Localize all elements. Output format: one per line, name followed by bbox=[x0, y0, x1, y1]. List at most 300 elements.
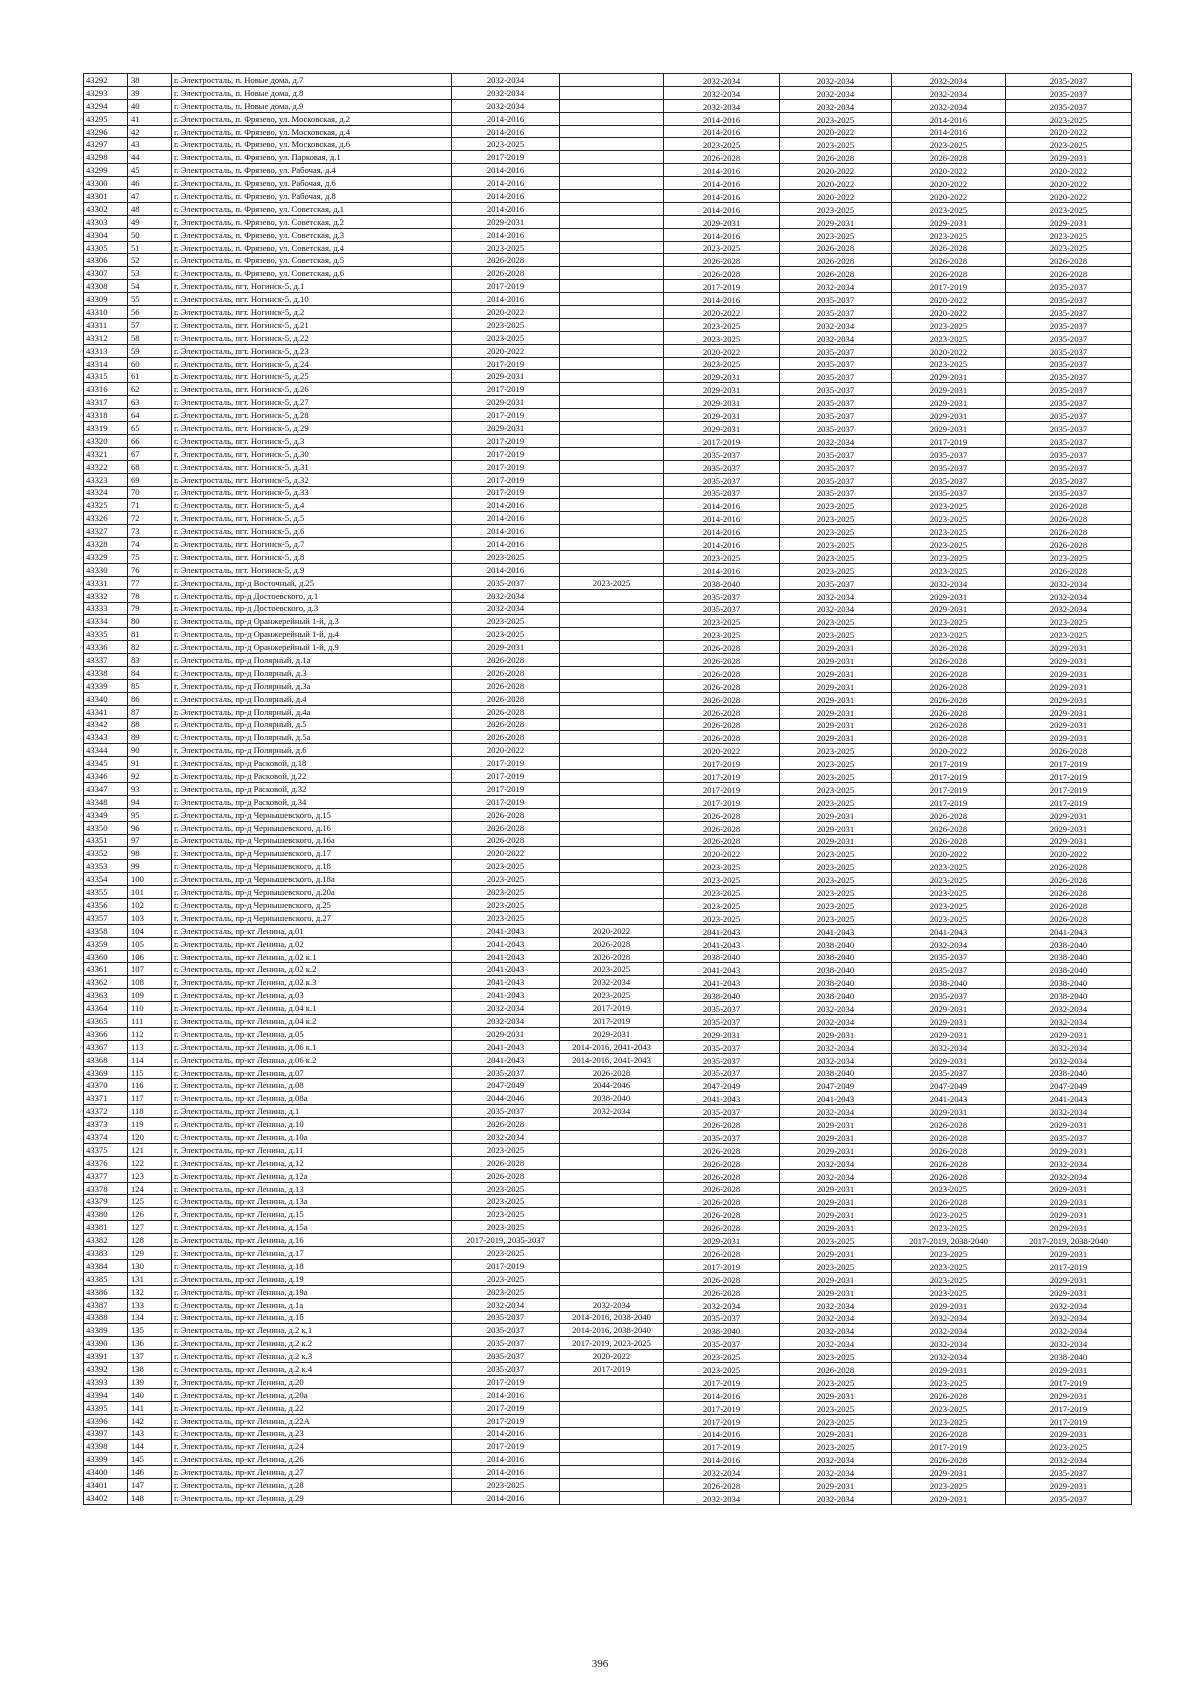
period-2-cell bbox=[560, 422, 664, 435]
row-number-cell: 105 bbox=[128, 937, 172, 950]
period-6-cell: 2026-2028 bbox=[1006, 499, 1132, 512]
period-4-cell: 2023-2025 bbox=[780, 615, 892, 628]
period-5-cell: 2023-2025 bbox=[892, 1375, 1006, 1388]
row-id-cell: 43319 bbox=[84, 422, 128, 435]
period-3-cell: 2023-2025 bbox=[664, 628, 780, 641]
period-1-cell: 2026-2028 bbox=[452, 705, 560, 718]
address-cell: г. Электросталь, пр-д Полярный, д.6 bbox=[172, 744, 452, 757]
row-number-cell: 121 bbox=[128, 1143, 172, 1156]
period-3-cell: 2026-2028 bbox=[664, 666, 780, 679]
period-3-cell: 2041-2043 bbox=[664, 1092, 780, 1105]
period-3-cell: 2029-2031 bbox=[664, 370, 780, 383]
row-number-cell: 142 bbox=[128, 1414, 172, 1427]
row-id-cell: 43398 bbox=[84, 1440, 128, 1453]
period-3-cell: 2023-2025 bbox=[664, 318, 780, 331]
table-row bbox=[84, 821, 1132, 834]
period-4-cell: 2032-2034 bbox=[780, 1002, 892, 1015]
row-number-cell: 82 bbox=[128, 641, 172, 654]
period-6-cell: 2026-2028 bbox=[1006, 886, 1132, 899]
period-1-cell: 2026-2028 bbox=[452, 666, 560, 679]
period-6-cell: 2047-2049 bbox=[1006, 1079, 1132, 1092]
address-cell: г. Электросталь, пр-кт Ленина, д.10а bbox=[172, 1131, 452, 1144]
table-row bbox=[84, 125, 1132, 138]
period-3-cell: 2026-2028 bbox=[664, 1285, 780, 1298]
row-number-cell: 146 bbox=[128, 1466, 172, 1479]
table-row bbox=[84, 1311, 1132, 1324]
period-6-cell: 2029-2031 bbox=[1006, 1195, 1132, 1208]
row-id-cell: 43304 bbox=[84, 228, 128, 241]
period-2-cell bbox=[560, 795, 664, 808]
address-cell: г. Электросталь, пр-кт Ленина, д.06 к.2 bbox=[172, 1053, 452, 1066]
period-3-cell: 2035-2037 bbox=[664, 1040, 780, 1053]
address-cell: г. Электросталь, пр-кт Ленина, д.15а bbox=[172, 1221, 452, 1234]
address-cell: г. Электросталь, пр-кт Ленина, д.13 bbox=[172, 1182, 452, 1195]
row-number-cell: 126 bbox=[128, 1208, 172, 1221]
period-6-cell: 2020-2022 bbox=[1006, 164, 1132, 177]
period-5-cell: 2026-2028 bbox=[892, 654, 1006, 667]
row-number-cell: 46 bbox=[128, 177, 172, 190]
period-2-cell bbox=[560, 460, 664, 473]
period-1-cell: 2023-2025 bbox=[452, 1221, 560, 1234]
period-3-cell: 2029-2031 bbox=[664, 1234, 780, 1247]
table-row bbox=[84, 357, 1132, 370]
period-6-cell: 2029-2031 bbox=[1006, 1272, 1132, 1285]
row-id-cell: 43349 bbox=[84, 808, 128, 821]
period-6-cell: 2017-2019 bbox=[1006, 782, 1132, 795]
period-3-cell: 2014-2016 bbox=[664, 563, 780, 576]
period-1-cell: 2032-2034 bbox=[452, 1015, 560, 1028]
period-4-cell: 2029-2031 bbox=[780, 834, 892, 847]
table-row bbox=[84, 550, 1132, 563]
table-row bbox=[84, 1169, 1132, 1182]
period-4-cell: 2023-2025 bbox=[780, 795, 892, 808]
row-id-cell: 43388 bbox=[84, 1311, 128, 1324]
address-cell: г. Электросталь, пр-д Расковой, д.32 bbox=[172, 782, 452, 795]
row-number-cell: 62 bbox=[128, 383, 172, 396]
row-id-cell: 43342 bbox=[84, 718, 128, 731]
row-number-cell: 135 bbox=[128, 1324, 172, 1337]
period-6-cell: 2029-2031 bbox=[1006, 1027, 1132, 1040]
period-5-cell: 2029-2031 bbox=[892, 1363, 1006, 1376]
period-3-cell: 2041-2043 bbox=[664, 937, 780, 950]
period-2-cell: 2026-2028 bbox=[560, 1066, 664, 1079]
period-6-cell: 2020-2022 bbox=[1006, 190, 1132, 203]
row-number-cell: 85 bbox=[128, 679, 172, 692]
period-1-cell: 2023-2025 bbox=[452, 1479, 560, 1492]
row-id-cell: 43351 bbox=[84, 834, 128, 847]
period-2-cell bbox=[560, 99, 664, 112]
period-6-cell: 2029-2031 bbox=[1006, 705, 1132, 718]
address-cell: г. Электросталь, пр-кт Ленина, д.20 bbox=[172, 1375, 452, 1388]
period-3-cell: 2035-2037 bbox=[664, 1015, 780, 1028]
table-row bbox=[84, 499, 1132, 512]
period-1-cell: 2041-2043 bbox=[452, 989, 560, 1002]
row-number-cell: 145 bbox=[128, 1453, 172, 1466]
period-5-cell: 2023-2025 bbox=[892, 886, 1006, 899]
period-3-cell: 2038-2040 bbox=[664, 950, 780, 963]
period-6-cell: 2029-2031 bbox=[1006, 1479, 1132, 1492]
period-3-cell: 2035-2037 bbox=[664, 1105, 780, 1118]
address-cell: г. Электросталь, пр-кт Ленина, д.20а bbox=[172, 1388, 452, 1401]
row-number-cell: 92 bbox=[128, 770, 172, 783]
period-1-cell: 2029-2031 bbox=[452, 1027, 560, 1040]
period-5-cell: 2017-2019 bbox=[892, 757, 1006, 770]
row-number-cell: 143 bbox=[128, 1427, 172, 1440]
period-3-cell: 2029-2031 bbox=[664, 409, 780, 422]
period-1-cell: 2017-2019 bbox=[452, 383, 560, 396]
period-1-cell: 2023-2025 bbox=[452, 886, 560, 899]
period-6-cell: 2038-2040 bbox=[1006, 976, 1132, 989]
address-cell: г. Электросталь, п. Фрязево, ул. Московская, д.6 bbox=[172, 138, 452, 151]
period-1-cell: 2029-2031 bbox=[452, 641, 560, 654]
period-6-cell: 2026-2028 bbox=[1006, 860, 1132, 873]
period-3-cell: 2014-2016 bbox=[664, 1427, 780, 1440]
period-6-cell: 2035-2037 bbox=[1006, 486, 1132, 499]
table-row bbox=[84, 924, 1132, 937]
address-cell: г. Электросталь, пр-д Оранжерейный 1-й, д.9 bbox=[172, 641, 452, 654]
row-number-cell: 60 bbox=[128, 357, 172, 370]
period-4-cell: 2023-2025 bbox=[780, 628, 892, 641]
period-2-cell: 2014-2016, 2041-2043 bbox=[560, 1053, 664, 1066]
period-2-cell: 2017-2019 bbox=[560, 1363, 664, 1376]
row-id-cell: 43377 bbox=[84, 1169, 128, 1182]
row-number-cell: 129 bbox=[128, 1247, 172, 1260]
table-row bbox=[84, 215, 1132, 228]
period-1-cell: 2023-2025 bbox=[452, 318, 560, 331]
period-6-cell: 2026-2028 bbox=[1006, 744, 1132, 757]
period-2-cell bbox=[560, 1259, 664, 1272]
row-id-cell: 43321 bbox=[84, 447, 128, 460]
period-4-cell: 2029-2031 bbox=[780, 1388, 892, 1401]
period-5-cell: 2032-2034 bbox=[892, 1040, 1006, 1053]
row-number-cell: 130 bbox=[128, 1259, 172, 1272]
period-3-cell: 2023-2025 bbox=[664, 899, 780, 912]
period-5-cell: 2035-2037 bbox=[892, 1066, 1006, 1079]
row-number-cell: 58 bbox=[128, 331, 172, 344]
period-4-cell: 2029-2031 bbox=[780, 1427, 892, 1440]
address-cell: г. Электросталь, пр-д Чернышевского, д.17 bbox=[172, 847, 452, 860]
period-5-cell: 2029-2031 bbox=[892, 1002, 1006, 1015]
period-5-cell: 2020-2022 bbox=[892, 306, 1006, 319]
address-cell: г. Электросталь, пр-д Оранжерейный 1-й, д.4 bbox=[172, 628, 452, 641]
period-6-cell: 2038-2040 bbox=[1006, 1350, 1132, 1363]
period-3-cell: 2041-2043 bbox=[664, 976, 780, 989]
period-1-cell: 2026-2028 bbox=[452, 692, 560, 705]
row-number-cell: 84 bbox=[128, 666, 172, 679]
table-row bbox=[84, 525, 1132, 538]
period-1-cell: 2026-2028 bbox=[452, 808, 560, 821]
address-cell: г. Электросталь, пр-кт Ленина, д.12а bbox=[172, 1169, 452, 1182]
period-5-cell: 2023-2025 bbox=[892, 911, 1006, 924]
address-cell: г. Электросталь, пр-д Чернышевского, д.16а bbox=[172, 834, 452, 847]
period-5-cell: 2023-2025 bbox=[892, 860, 1006, 873]
row-number-cell: 70 bbox=[128, 486, 172, 499]
period-3-cell: 2026-2028 bbox=[664, 1195, 780, 1208]
period-6-cell: 2041-2043 bbox=[1006, 1092, 1132, 1105]
period-5-cell: 2032-2034 bbox=[892, 1324, 1006, 1337]
period-4-cell: 2032-2034 bbox=[780, 1491, 892, 1504]
row-id-cell: 43401 bbox=[84, 1479, 128, 1492]
address-cell: г. Электросталь, пр-кт Ленина, д.22 bbox=[172, 1401, 452, 1414]
period-6-cell: 2041-2043 bbox=[1006, 924, 1132, 937]
period-5-cell: 2017-2019 bbox=[892, 280, 1006, 293]
period-2-cell bbox=[560, 525, 664, 538]
row-number-cell: 123 bbox=[128, 1169, 172, 1182]
address-cell: г. Электросталь, пр-кт Ленина, д.06 к.1 bbox=[172, 1040, 452, 1053]
row-id-cell: 43317 bbox=[84, 396, 128, 409]
period-4-cell: 2023-2025 bbox=[780, 911, 892, 924]
row-id-cell: 43347 bbox=[84, 782, 128, 795]
period-1-cell: 2023-2025 bbox=[452, 331, 560, 344]
period-6-cell: 2035-2037 bbox=[1006, 434, 1132, 447]
table-row bbox=[84, 641, 1132, 654]
period-2-cell: 2032-2034 bbox=[560, 976, 664, 989]
period-6-cell: 2029-2031 bbox=[1006, 1285, 1132, 1298]
table-row bbox=[84, 306, 1132, 319]
period-4-cell: 2023-2025 bbox=[780, 1414, 892, 1427]
row-id-cell: 43308 bbox=[84, 280, 128, 293]
row-number-cell: 133 bbox=[128, 1298, 172, 1311]
row-number-cell: 76 bbox=[128, 563, 172, 576]
address-cell: г. Электросталь, пр-кт Ленина, д.2 к.3 bbox=[172, 1350, 452, 1363]
period-3-cell: 2014-2016 bbox=[664, 499, 780, 512]
period-2-cell bbox=[560, 692, 664, 705]
period-2-cell: 2017-2019 bbox=[560, 1015, 664, 1028]
address-cell: г. Электросталь, пгт. Ногинск-5, д.4 bbox=[172, 499, 452, 512]
period-4-cell: 2032-2034 bbox=[780, 331, 892, 344]
period-4-cell: 2032-2034 bbox=[780, 1015, 892, 1028]
period-4-cell: 2029-2031 bbox=[780, 821, 892, 834]
row-id-cell: 43364 bbox=[84, 1002, 128, 1015]
period-4-cell: 2023-2025 bbox=[780, 1259, 892, 1272]
period-3-cell: 2017-2019 bbox=[664, 770, 780, 783]
row-id-cell: 43359 bbox=[84, 937, 128, 950]
address-cell: г. Электросталь, пр-д Полярный, д.5 bbox=[172, 718, 452, 731]
row-number-cell: 75 bbox=[128, 550, 172, 563]
period-2-cell bbox=[560, 86, 664, 99]
row-id-cell: 43336 bbox=[84, 641, 128, 654]
address-cell: г. Электросталь, пр-д Полярный, д.3а bbox=[172, 679, 452, 692]
period-1-cell: 2014-2016 bbox=[452, 190, 560, 203]
period-3-cell: 2017-2019 bbox=[664, 1375, 780, 1388]
period-5-cell: 2023-2025 bbox=[892, 1182, 1006, 1195]
row-number-cell: 119 bbox=[128, 1118, 172, 1131]
period-6-cell: 2026-2028 bbox=[1006, 267, 1132, 280]
period-1-cell: 2023-2025 bbox=[452, 1247, 560, 1260]
table-row bbox=[84, 1440, 1132, 1453]
period-3-cell: 2026-2028 bbox=[664, 267, 780, 280]
period-3-cell: 2017-2019 bbox=[664, 757, 780, 770]
period-1-cell: 2023-2025 bbox=[452, 1272, 560, 1285]
table-row bbox=[84, 1337, 1132, 1350]
address-cell: г. Электросталь, пр-кт Ленина, д.02 к.1 bbox=[172, 950, 452, 963]
period-6-cell: 2032-2034 bbox=[1006, 1002, 1132, 1015]
table-row bbox=[84, 976, 1132, 989]
row-id-cell: 43329 bbox=[84, 550, 128, 563]
table-row bbox=[84, 899, 1132, 912]
row-number-cell: 107 bbox=[128, 963, 172, 976]
period-5-cell: 2023-2025 bbox=[892, 1221, 1006, 1234]
row-number-cell: 96 bbox=[128, 821, 172, 834]
period-5-cell: 2017-2019 bbox=[892, 770, 1006, 783]
period-4-cell: 2038-2040 bbox=[780, 1066, 892, 1079]
period-4-cell: 2029-2031 bbox=[780, 731, 892, 744]
period-4-cell: 2038-2040 bbox=[780, 976, 892, 989]
period-4-cell: 2035-2037 bbox=[780, 293, 892, 306]
period-4-cell: 2029-2031 bbox=[780, 679, 892, 692]
period-1-cell: 2017-2019 bbox=[452, 280, 560, 293]
period-4-cell: 2032-2034 bbox=[780, 434, 892, 447]
row-number-cell: 72 bbox=[128, 512, 172, 525]
period-1-cell: 2041-2043 bbox=[452, 1053, 560, 1066]
period-6-cell: 2017-2019 bbox=[1006, 1375, 1132, 1388]
period-4-cell: 2023-2025 bbox=[780, 1350, 892, 1363]
period-4-cell: 2035-2037 bbox=[780, 409, 892, 422]
address-cell: г. Электросталь, пгт. Ногинск-5, д.2 bbox=[172, 306, 452, 319]
address-cell: г. Электросталь, пр-кт Ленина, д.2 к.2 bbox=[172, 1337, 452, 1350]
period-5-cell: 2023-2025 bbox=[892, 899, 1006, 912]
period-1-cell: 2020-2022 bbox=[452, 344, 560, 357]
period-4-cell: 2029-2031 bbox=[780, 654, 892, 667]
period-5-cell: 2026-2028 bbox=[892, 1427, 1006, 1440]
period-3-cell: 2014-2016 bbox=[664, 202, 780, 215]
period-4-cell: 2032-2034 bbox=[780, 1169, 892, 1182]
period-1-cell: 2035-2037 bbox=[452, 576, 560, 589]
address-cell: г. Электросталь, пр-кт Ленина, д.2 к.4 bbox=[172, 1363, 452, 1376]
period-6-cell: 2035-2037 bbox=[1006, 344, 1132, 357]
period-3-cell: 2026-2028 bbox=[664, 1169, 780, 1182]
period-1-cell: 2014-2016 bbox=[452, 164, 560, 177]
period-1-cell: 2023-2025 bbox=[452, 615, 560, 628]
period-5-cell: 2026-2028 bbox=[892, 1143, 1006, 1156]
period-4-cell: 2032-2034 bbox=[780, 1324, 892, 1337]
period-3-cell: 2026-2028 bbox=[664, 834, 780, 847]
period-6-cell: 2029-2031 bbox=[1006, 1182, 1132, 1195]
table-row bbox=[84, 434, 1132, 447]
period-5-cell: 2029-2031 bbox=[892, 409, 1006, 422]
period-1-cell: 2032-2034 bbox=[452, 1002, 560, 1015]
period-4-cell: 2038-2040 bbox=[780, 963, 892, 976]
row-number-cell: 98 bbox=[128, 847, 172, 860]
row-id-cell: 43387 bbox=[84, 1298, 128, 1311]
period-5-cell: 2041-2043 bbox=[892, 1092, 1006, 1105]
table-row bbox=[84, 1388, 1132, 1401]
period-1-cell: 2032-2034 bbox=[452, 1298, 560, 1311]
period-5-cell: 2023-2025 bbox=[892, 331, 1006, 344]
period-2-cell bbox=[560, 499, 664, 512]
table-row bbox=[84, 280, 1132, 293]
table-row bbox=[84, 808, 1132, 821]
period-3-cell: 2023-2025 bbox=[664, 1350, 780, 1363]
period-1-cell: 2023-2025 bbox=[452, 1143, 560, 1156]
period-3-cell: 2014-2016 bbox=[664, 538, 780, 551]
period-6-cell: 2035-2037 bbox=[1006, 447, 1132, 460]
row-number-cell: 59 bbox=[128, 344, 172, 357]
row-id-cell: 43360 bbox=[84, 950, 128, 963]
period-1-cell: 2017-2019 bbox=[452, 151, 560, 164]
row-id-cell: 43292 bbox=[84, 74, 128, 87]
period-2-cell bbox=[560, 589, 664, 602]
period-6-cell: 2026-2028 bbox=[1006, 873, 1132, 886]
period-5-cell: 2023-2025 bbox=[892, 1272, 1006, 1285]
period-5-cell: 2023-2025 bbox=[892, 1247, 1006, 1260]
table-row bbox=[84, 190, 1132, 203]
period-4-cell: 2035-2037 bbox=[780, 422, 892, 435]
row-number-cell: 137 bbox=[128, 1350, 172, 1363]
table-row bbox=[84, 1195, 1132, 1208]
address-cell: г. Электросталь, пр-кт Ленина, д.22А bbox=[172, 1414, 452, 1427]
period-2-cell bbox=[560, 757, 664, 770]
period-2-cell bbox=[560, 1234, 664, 1247]
address-cell: г. Электросталь, пр-кт Ленина, д.11 bbox=[172, 1143, 452, 1156]
row-id-cell: 43344 bbox=[84, 744, 128, 757]
period-2-cell bbox=[560, 563, 664, 576]
row-id-cell: 43316 bbox=[84, 383, 128, 396]
row-id-cell: 43354 bbox=[84, 873, 128, 886]
period-2-cell: 2014-2016, 2038-2040 bbox=[560, 1324, 664, 1337]
table-row bbox=[84, 1324, 1132, 1337]
address-cell: г. Электросталь, пр-кт Ленина, д.02 к.2 bbox=[172, 963, 452, 976]
period-3-cell: 2035-2037 bbox=[664, 1002, 780, 1015]
period-3-cell: 2035-2037 bbox=[664, 1053, 780, 1066]
row-id-cell: 43335 bbox=[84, 628, 128, 641]
period-6-cell: 2029-2031 bbox=[1006, 1208, 1132, 1221]
address-cell: г. Электросталь, пр-кт Ленина, д.29 bbox=[172, 1491, 452, 1504]
row-id-cell: 43393 bbox=[84, 1375, 128, 1388]
row-id-cell: 43305 bbox=[84, 241, 128, 254]
period-1-cell: 2017-2019 bbox=[452, 460, 560, 473]
page-number: 396 bbox=[591, 1658, 609, 1670]
period-5-cell: 2035-2037 bbox=[892, 989, 1006, 1002]
address-cell: г. Электросталь, п. Фрязево, ул. Рабочая, д.4 bbox=[172, 164, 452, 177]
row-id-cell: 43331 bbox=[84, 576, 128, 589]
period-4-cell: 2035-2037 bbox=[780, 306, 892, 319]
period-3-cell: 2014-2016 bbox=[664, 112, 780, 125]
period-6-cell: 2029-2031 bbox=[1006, 731, 1132, 744]
period-4-cell: 2032-2034 bbox=[780, 1298, 892, 1311]
period-4-cell: 2020-2022 bbox=[780, 164, 892, 177]
table-row bbox=[84, 151, 1132, 164]
row-id-cell: 43380 bbox=[84, 1208, 128, 1221]
row-number-cell: 88 bbox=[128, 718, 172, 731]
table-row bbox=[84, 705, 1132, 718]
period-1-cell: 2032-2034 bbox=[452, 99, 560, 112]
period-2-cell bbox=[560, 538, 664, 551]
row-number-cell: 86 bbox=[128, 692, 172, 705]
address-cell: г. Электросталь, пгт. Ногинск-5, д.8 bbox=[172, 550, 452, 563]
address-cell: г. Электросталь, пгт. Ногинск-5, д.22 bbox=[172, 331, 452, 344]
row-id-cell: 43340 bbox=[84, 692, 128, 705]
row-id-cell: 43367 bbox=[84, 1040, 128, 1053]
period-1-cell: 2026-2028 bbox=[452, 1169, 560, 1182]
period-6-cell: 2023-2025 bbox=[1006, 202, 1132, 215]
period-6-cell: 2035-2037 bbox=[1006, 422, 1132, 435]
table-row bbox=[84, 254, 1132, 267]
row-id-cell: 43378 bbox=[84, 1182, 128, 1195]
period-6-cell: 2023-2025 bbox=[1006, 1440, 1132, 1453]
period-3-cell: 2032-2034 bbox=[664, 99, 780, 112]
period-6-cell: 2017-2019 bbox=[1006, 770, 1132, 783]
period-6-cell: 2038-2040 bbox=[1006, 989, 1132, 1002]
period-3-cell: 2014-2016 bbox=[664, 177, 780, 190]
period-3-cell: 2029-2031 bbox=[664, 383, 780, 396]
table-row bbox=[84, 886, 1132, 899]
table-row bbox=[84, 795, 1132, 808]
period-4-cell: 2029-2031 bbox=[780, 666, 892, 679]
table-row bbox=[84, 731, 1132, 744]
period-6-cell: 2035-2037 bbox=[1006, 396, 1132, 409]
table-row bbox=[84, 1350, 1132, 1363]
